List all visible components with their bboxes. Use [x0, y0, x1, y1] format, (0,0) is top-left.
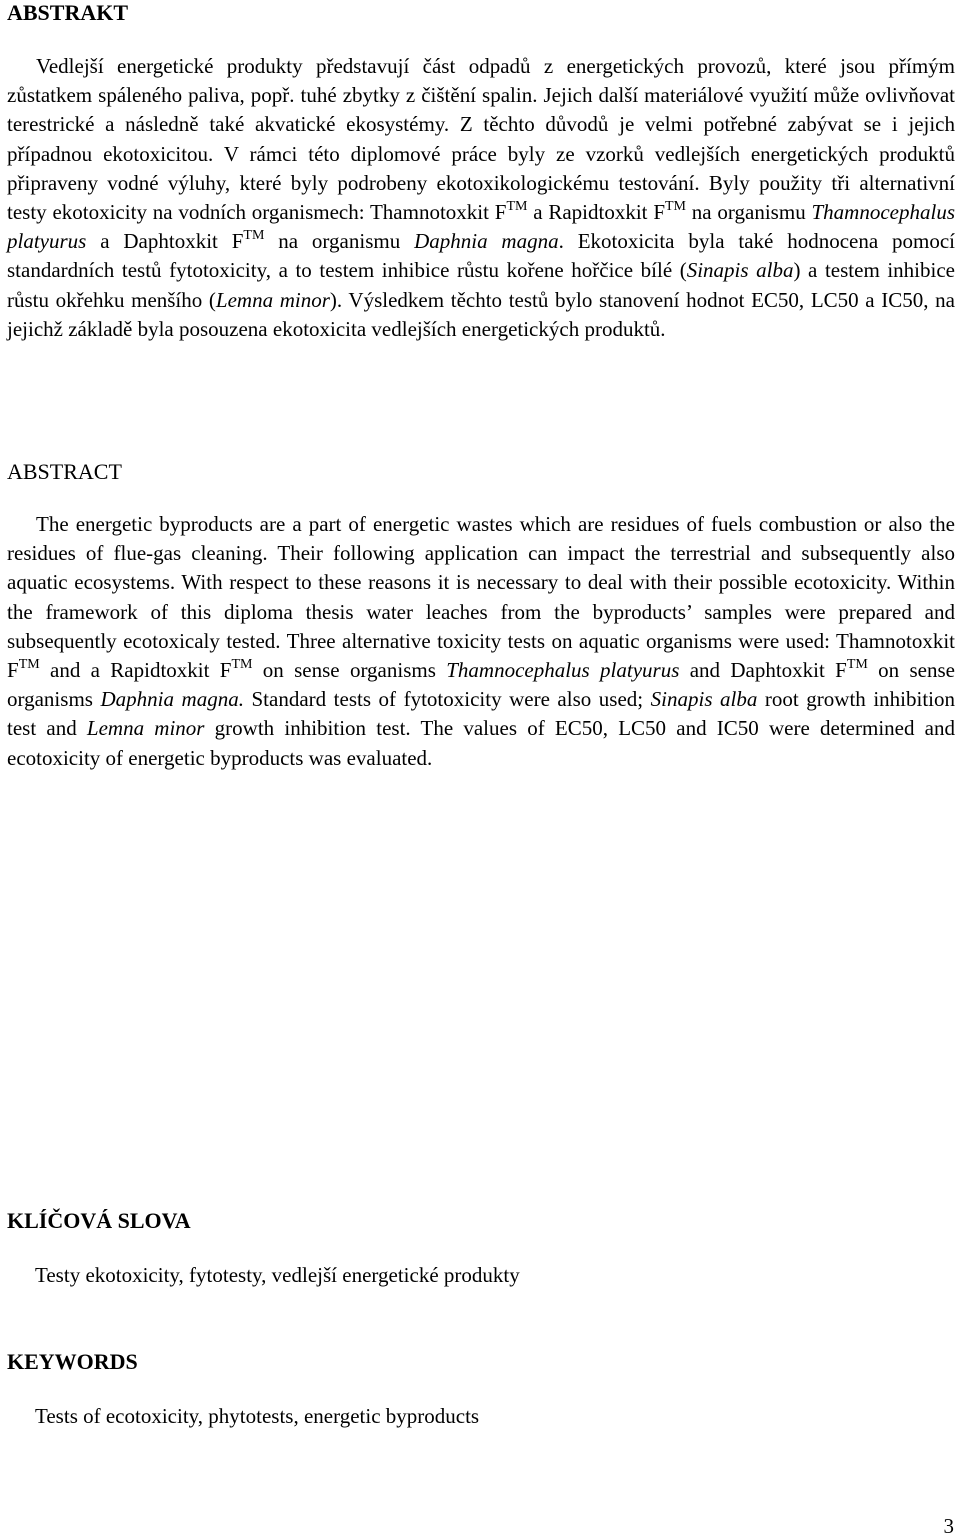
page-number: 3 [943, 1514, 954, 1538]
abstract-paragraph: The energetic byproducts are a part of energetic wastes which are residues of fuels combustion or also the residues of flue-gas cleaning. Their following application can impact the terrestrial and subsequently also aquatic ecosystems. With respect to these reasons it is necessary to deal with their possible ecotoxicity. Within the framework of this diploma thesis water leaches from the byproducts’ samples were prepared and subsequently ecotoxicaly tested. Three alternative toxicity tests on aquatic organisms were used: Thamnotoxkit F™ and a Rapidtoxkit F™ on sense organisms Thamnocephalus platyurus and Daphtoxkit F™ on sense organisms Daphnia magna. Standard tests of fytotoxicity were also used; Sinapis alba root growth inhibition test and Lemna minor growth inhibition test. The values of EC50, LC50 and IC50 were determined and ecotoxicity of energetic byproducts was evaluated. [7, 512, 956, 770]
klicova-slova-heading: KLÍČOVÁ SLOVA [7, 1208, 191, 1233]
abstrakt-paragraph: Vedlejší energetické produkty představují část odpadů z energetických provozů, které jsou přímým zůstatkem spáleného paliva, popř. tuhé zbytky z čištění spalin. Jejich další materiálové využití může ovlivňovat terestrické a následně také akvatické ekosystémy. Z těchto důvodů je velmi potřebné zabývat se i jejich případnou ekotoxicitou. V rámci této diplomové práce byly ze vzorků vedlejších energetických produktů připraveny vodné výluhy, které byly podrobeny ekotoxikologickému testování. Byly použity tři alternativní testy ekotoxicity na vodních organismech: Thamnotoxkit F™ a Rapidtoxkit F™ na organismu Thamnocephalus platyurus a Daphtoxkit F™ na organismu Daphnia magna. Ekotoxicita byla také hodnocena pomocí standardních testů fytotoxicity, a to testem inhibice růstu kořene hořčice bílé (Sinapis alba) a testem inhibice růstu okřehku menšího (Lemna minor). Výsledkem těchto testů bylo stanovení hodnot EC50, LC50 a IC50, na jejichž základě byla posouzena ekotoxicita vedlejších energetických produktů. [7, 54, 955, 341]
keywords-heading: KEYWORDS [7, 1349, 138, 1374]
keywords-text: Tests of ecotoxicity, phytotests, energetic byproducts [35, 1404, 480, 1428]
abstrakt-heading: ABSTRAKT [7, 0, 129, 25]
abstract-heading: ABSTRACT [7, 459, 122, 484]
klicova-slova-text: Testy ekotoxicity, fytotesty, vedlejší energetické produkty [35, 1263, 520, 1287]
